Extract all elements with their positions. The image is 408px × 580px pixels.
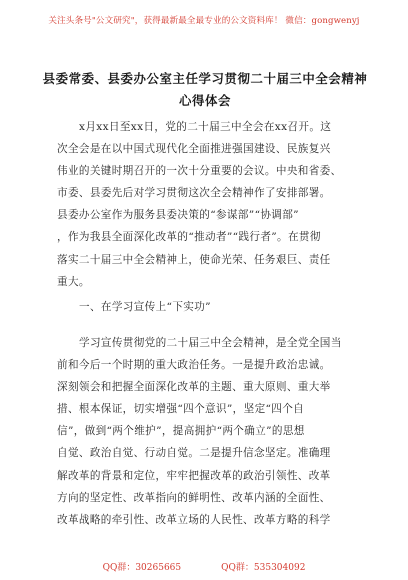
footer-qq-group-2: QQ群：535304092 [221, 563, 306, 573]
paragraph-line: 改革战略的牵引性、改革立场的人民性、改革方略的科学 [57, 513, 331, 526]
paragraph-line: 重大。 [57, 275, 90, 288]
paragraph-line: 解改革的背景和定位，牢牢把握改革的政治引领性、改革 [57, 469, 331, 482]
paragraph-line: ，作为我县全面深化改革的“推动者”“践行者”。在贯彻 [57, 231, 321, 244]
paragraph-intro [57, 116, 357, 293]
paragraph-section-1 [57, 332, 357, 531]
paragraph-line: 方向的坚定性、改革指向的鲜明性、改革内涵的全面性、 [57, 491, 331, 504]
footer-contact [0, 560, 408, 573]
paragraph-line: 市委、县委先后对学习贯彻这次全会精神作了安排部署。 [57, 187, 331, 200]
paragraph-line: 次全会是在以中国式现代化全面推进强国建设、民族复兴 [57, 143, 331, 156]
paragraph-line: x月xx日至xx日，党的二十届三中全会在xx召开。这 [79, 121, 332, 133]
document-title-line-1: 县委常委、县委办公室主任学习贯彻二十届三中全会精神 [42, 71, 368, 86]
paragraph-line: 前和今后一个时期的重大政治任务。一是提升政治忠诚。 [57, 359, 331, 372]
paragraph-line: 措、根本保证，切实增强“四个意识”，坚定“四个自 [57, 403, 305, 416]
paragraph-line: 信”，做到“两个维护”，提高拥护“两个确立”的思想 [57, 425, 305, 438]
section-heading-1: 一、在学习宣传上“下实功” [79, 301, 211, 313]
paragraph-line: 县委办公室作为服务县委决策的“参谋部”“协调部” [57, 209, 299, 222]
promo-header: 关注头条号"公文研究"，获得最新最全最专业的公文资料库！ 微信：gongwenyj [48, 16, 360, 26]
document-title-line-2: 心得体会 [179, 93, 231, 108]
footer-qq-group-1: QQ群：30265665 [102, 563, 182, 573]
paragraph-line: 深刻领会和把握全面深化改革的主题、重大原则、重大举 [57, 381, 331, 394]
paragraph-line: 自觉、政治自觉、行动自觉。二是提升信念坚定。准确理 [57, 447, 331, 460]
paragraph-line: 伟业的关键时期召开的一次十分重要的会议。中央和省委、 [57, 165, 342, 178]
paragraph-line: 学习宣传贯彻党的二十届三中全会精神，是全党全国当 [79, 337, 342, 349]
paragraph-line: 落实二十届三中全会精神上，使命光荣、任务艰巨、责任 [57, 253, 331, 266]
